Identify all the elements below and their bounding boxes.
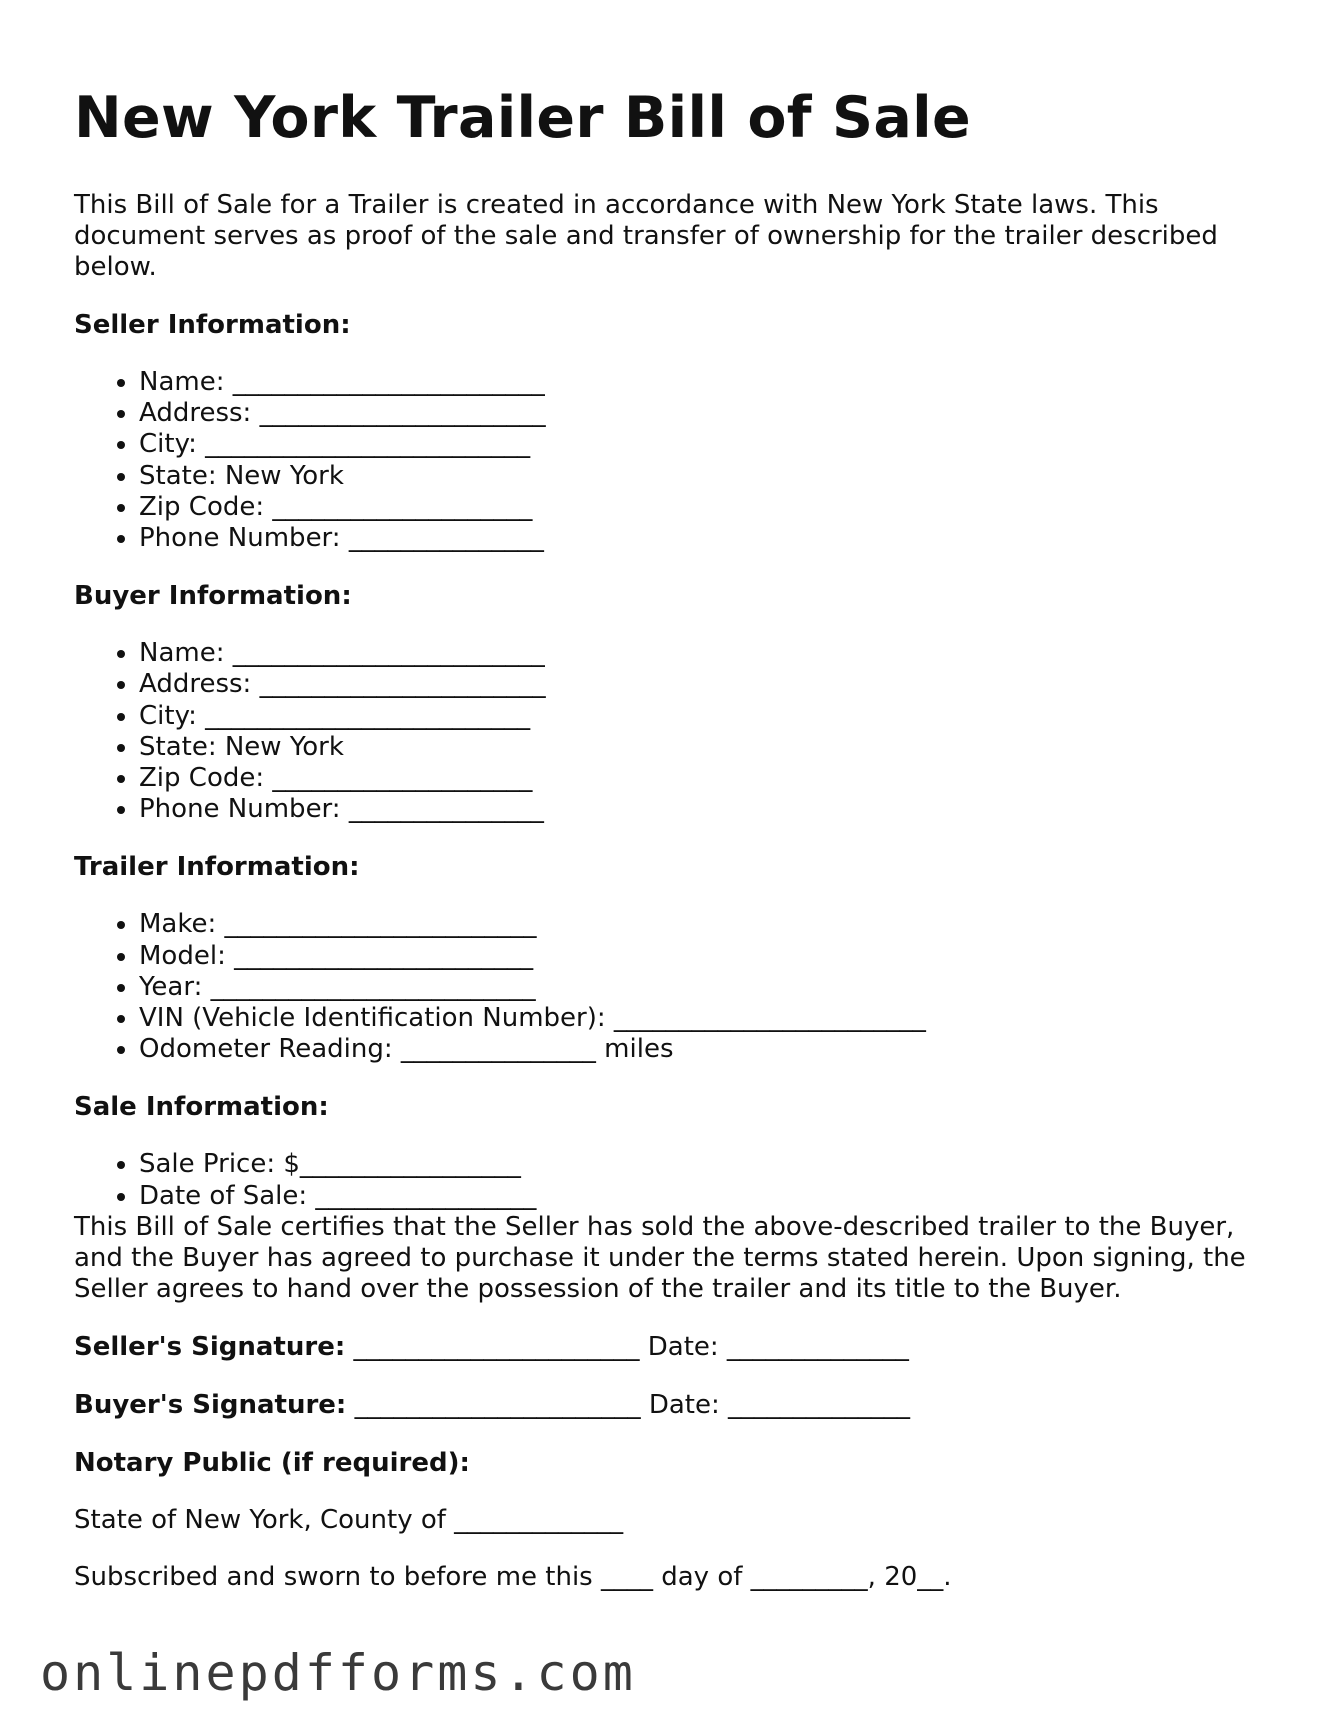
seller-state-field: • State: New York (139, 461, 1274, 492)
seller-signature-row (74, 1332, 1274, 1363)
buyer-signature-line: ______________________ Date: ______________ (346, 1389, 911, 1420)
seller-section-heading: Seller Information: (74, 310, 351, 340)
notary-county-line: State of New York, County of _____________ (74, 1504, 624, 1535)
trailer-info-list (74, 909, 1274, 1065)
seller-info-list (74, 367, 1274, 554)
seller-zip-field: • Zip Code: ____________________ (139, 492, 1274, 523)
seller-address-field: • Address: ______________________ (139, 398, 1274, 429)
trailer-odometer-field: • Odometer Reading: _______________ miles (139, 1034, 1274, 1065)
notary-sworn-line: Subscribed and sworn to before me this ____ day of _________, 20__. (74, 1561, 952, 1592)
document-page (74, 85, 1274, 1593)
trailer-section-heading: Trailer Information: (74, 852, 360, 883)
trailer-model-field: • Model: _______________________ (139, 941, 1274, 972)
sale-price-field: • Sale Price: $_________________ (139, 1149, 1274, 1180)
sale-section-heading: Sale Information: (74, 1092, 329, 1123)
buyer-section-heading: Buyer Information: (74, 581, 352, 612)
trailer-vin-field: • VIN (Vehicle Identification Number): ________________________ (139, 1003, 1274, 1034)
seller-name-field: • Name: ________________________ (139, 367, 1274, 398)
trailer-year-field: • Year: _________________________ (139, 972, 1274, 1003)
buyer-info-list (74, 638, 1274, 825)
seller-phone-field: • Phone Number: _______________ (139, 523, 1274, 554)
buyer-phone-field: • Phone Number: _______________ (139, 794, 1274, 825)
sale-date-field: • Date of Sale: _________________ (139, 1181, 1274, 1212)
seller-city-field: • City: _________________________ (139, 429, 1274, 460)
buyer-city-field: • City: _________________________ (139, 701, 1274, 732)
seller-signature-line: ______________________ Date: ______________ (345, 1331, 909, 1362)
notary-section-heading: Notary Public (if required): (74, 1447, 470, 1478)
trailer-make-field: • Make: ________________________ (139, 909, 1274, 940)
sale-info-list (74, 1149, 1274, 1211)
watermark-text: onlinepdfforms.com (40, 1644, 636, 1702)
seller-signature-label: Seller's Signature: (74, 1331, 346, 1362)
buyer-zip-field: • Zip Code: ____________________ (139, 763, 1274, 794)
buyer-signature-label: Buyer's Signature: (74, 1389, 347, 1420)
intro-paragraph: This Bill of Sale for a Trailer is created in accordance with New York State laws. This document serves as proof of the sale and transfer of ownership for the trailer described below. (74, 190, 1218, 282)
buyer-name-field: • Name: ________________________ (139, 638, 1274, 669)
buyer-state-field: • State: New York (139, 732, 1274, 763)
document-title: New York Trailer Bill of Sale (74, 85, 971, 151)
certification-paragraph: This Bill of Sale certifies that the Seller has sold the above-described trailer to the Buyer, and the Buyer has agreed to purchase it under the terms stated herein. Upon signing, the Seller agrees to hand over the possession of the trailer and its title to the Buyer. (74, 1211, 1246, 1304)
buyer-address-field: • Address: ______________________ (139, 669, 1274, 700)
buyer-signature-row (74, 1390, 1274, 1421)
